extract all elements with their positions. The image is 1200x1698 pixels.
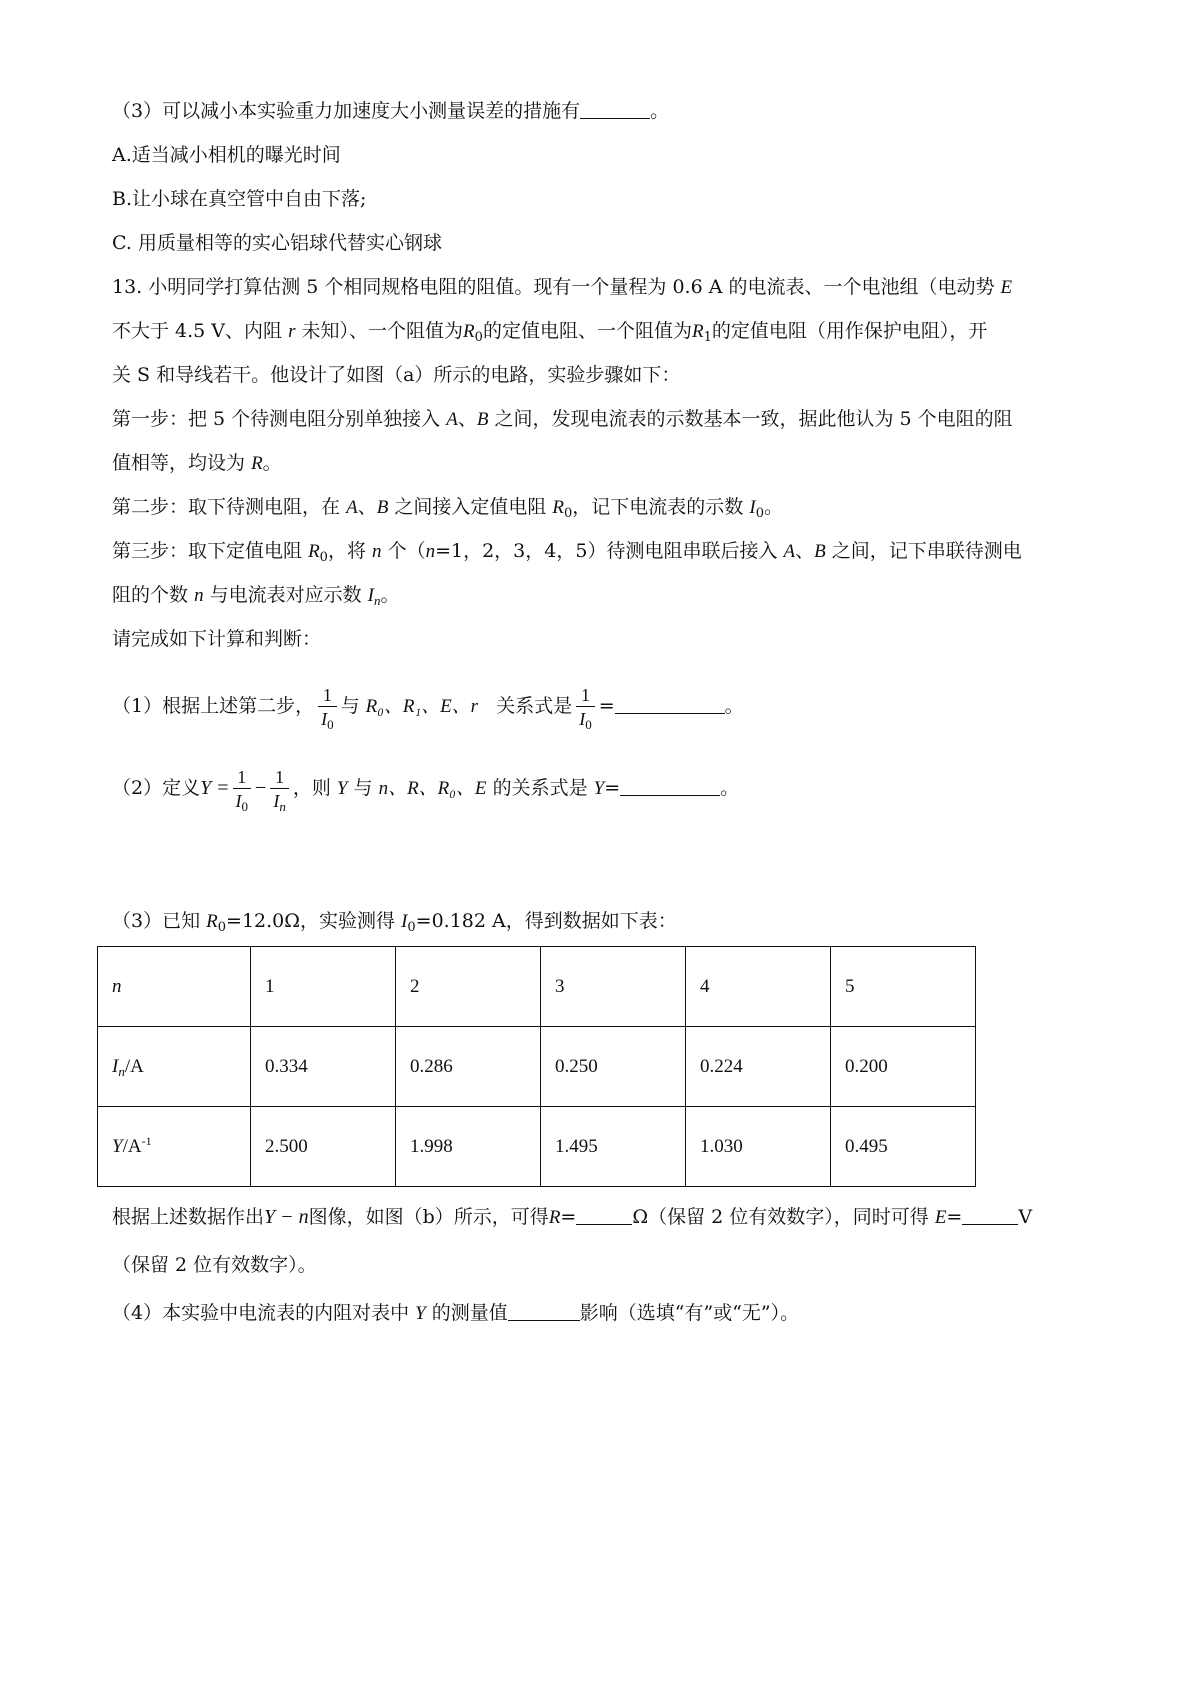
prompt-line: 请完成如下计算和判断： [112,628,322,650]
table-cell: 0.200 [831,1027,976,1107]
q13-intro-line-3: 关 S 和导线若干。他设计了如图（a）所示的电路，实验步骤如下： [112,364,681,386]
table-cell: 2.500 [251,1107,396,1187]
fraction-1-over-I0: $\frac{1}{I_0}$ [318,684,337,731]
table-cell: 0.250 [541,1027,686,1107]
step-2: 第二步：取下待测电阻，在 A、B 之间接入定值电阻 $R_0$，记下电流表的示数 $I_0$。 [112,496,783,521]
graph-result-line-2: （保留 2 位有效数字）。 [112,1254,317,1276]
table-cell: 2 [396,947,541,1027]
part-3-question: （3）已知 $R_0=12.0\Omega$，实验测得 $I_0=0.182$ A，得到数据如下表： [112,910,677,935]
step-1-line-2: 值相等，均设为 R。 [112,452,282,474]
option-a: A.适当减小相机的曝光时间 [112,144,341,166]
answer-blank[interactable] [620,777,720,796]
table-cell: 1.030 [686,1107,831,1187]
table-header-current: $I_n/A$ [98,1027,251,1107]
part-1-question: （1）根据上述第二步， $\frac{1}{I_0}$ 与 R₀、R₁、E、r 关系式是 $\frac{1}{I_0}$ = 。 [112,684,744,732]
answer-blank[interactable] [962,1206,1018,1225]
table-cell: 0.495 [831,1107,976,1187]
table-cell: 0.334 [251,1027,396,1107]
step-3-line-2: 阻的个数 n 与电流表对应示数 $I_n$。 [112,584,400,608]
option-c: C. 用质量相等的实心铝球代替实心钢球 [112,232,442,254]
fraction-1-over-I0: $\frac{1}{I_0}$ [233,766,252,813]
table-cell: 5 [831,947,976,1027]
answer-blank[interactable] [508,1302,580,1321]
option-b: B.让小球在真空管中自由下落; [112,188,367,210]
answer-blank[interactable] [615,695,725,714]
table-cell: 3 [541,947,686,1027]
table-row [98,1107,976,1187]
q12-part3-text: （3）可以减小本实验重力加速度大小测量误差的措施有 [112,100,581,122]
q12-part3-question: （3）可以减小本实验重力加速度大小测量误差的措施有 。 [112,100,670,122]
part-2-question: （2）定义Y = $\frac{1}{I_0}$ − $\frac{1}{I_n}$ ，则 Y 与 n、R、R₀、E 的关系式是 Y= 。 [112,766,740,814]
table-cell: 1 [251,947,396,1027]
table-cell: 1.495 [541,1107,686,1187]
q13-intro-line-1: 13. 小明同学打算估测 5 个相同规格电阻的阻值。现有一个量程为 0.6 A 的电流表、一个电池组（电动势 E [112,276,1013,298]
table-cell: 1.998 [396,1107,541,1187]
step-3-line-1: 第三步：取下定值电阻 $R_0$，将 n 个（n=1，2，3，4，5）待测电阻串联后接入 A、B 之间，记下串联待测电 [112,540,1022,565]
answer-blank[interactable] [576,1206,632,1225]
answer-blank[interactable] [580,100,650,119]
table-row [98,1027,976,1107]
fraction-1-over-I0: $\frac{1}{I_0}$ [576,684,595,731]
table-cell: 0.224 [686,1027,831,1107]
fraction-1-over-In: $\frac{1}{I_n}$ [270,766,289,813]
table-header-n: n [98,947,251,1027]
part-4-question: （4）本实验中电流表的内阻对表中 Y 的测量值 影响（选填“有”或“无”）。 [112,1302,800,1324]
q13-intro-line-2: 不大于 4.5 V、内阻 r 未知）、一个阻值为$R_0$的定值电阻、一个阻值为$R_1$的定值电阻（用作保护电阻），开 [112,320,988,345]
table-row [98,947,976,1027]
data-table [97,946,976,1187]
graph-result-line-1: 根据上述数据作出Y − n图像，如图（b）所示，可得R= Ω（保留 2 位有效数字），同时可得 E= V [112,1206,1033,1228]
table-cell: 4 [686,947,831,1027]
step-1-line-1: 第一步：把 5 个待测电阻分别单独接入 A、B 之间，发现电流表的示数基本一致，据此他认为 5 个电阻的阻 [112,408,1013,430]
table-header-y: $Y/A^{-1}$ [98,1107,251,1187]
table-cell: 0.286 [396,1027,541,1107]
